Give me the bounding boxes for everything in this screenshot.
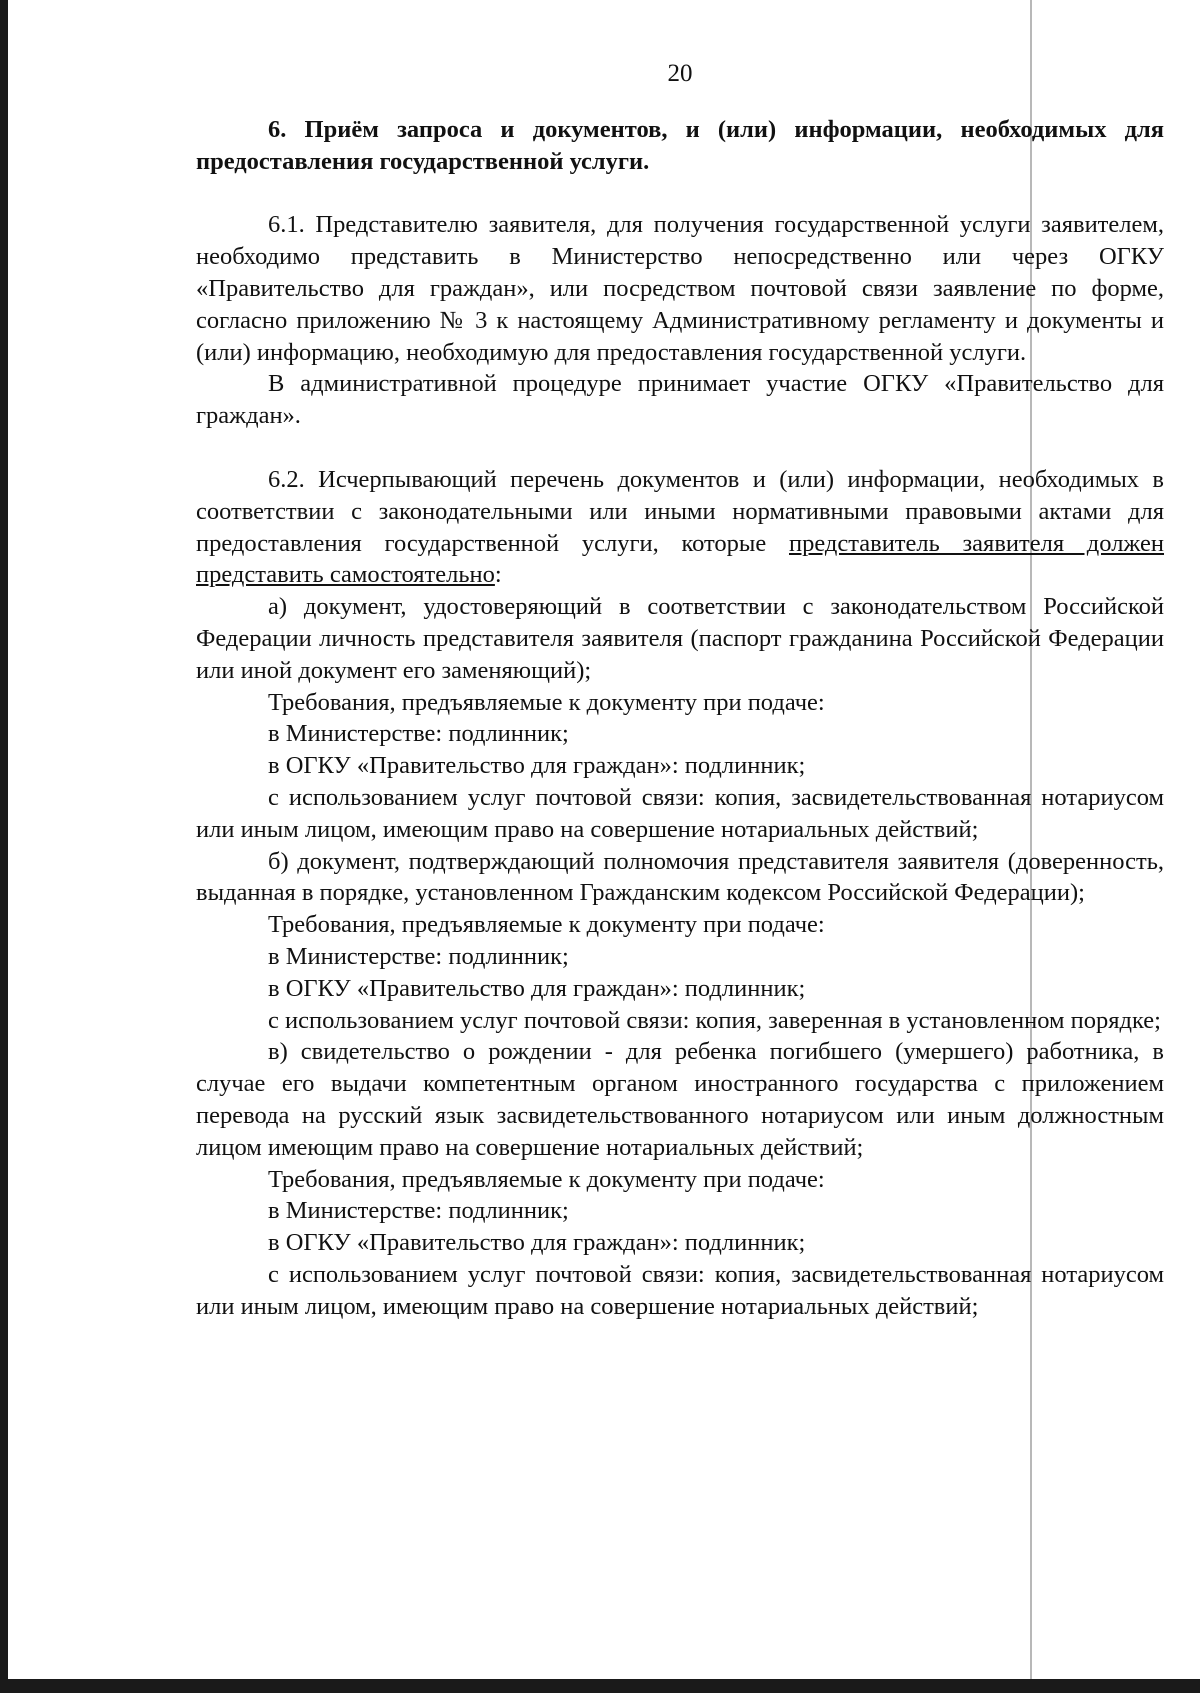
document-page: [196, 58, 1164, 1322]
item-b-requirements-title: Требования, предъявляемые к документу при подаче:: [268, 911, 825, 939]
page-number: 20: [667, 60, 693, 87]
item-a-requirements-title: Требования, предъявляемые к документу при подаче:: [268, 688, 825, 716]
scan-border-bottom: [0, 1679, 1200, 1693]
item-c-text: в) свидетельство о рождении - для ребенка погибшего (умершего) работника, в случае его выдачи компетентным органом иностранного государства с приложением перевода на русский язык засвидетельствованного нотариусом или иным должностным лицом имеющим право на совершение нотариальных действий;: [196, 1038, 1164, 1161]
item-b-text: б) документ, подтверждающий полномочия представителя заявителя (доверенность, выданная в порядке, установленном Гражданским кодексом Российской Федерации);: [196, 847, 1164, 907]
scan-border-left: [0, 0, 8, 1693]
paragraph-6-2: [196, 464, 1164, 591]
item-b-req-ogku: в ОГКУ «Правительство для граждан»: подлинник;: [268, 974, 806, 1002]
item-a-req-ministry: в Министерстве: подлинник;: [268, 720, 569, 748]
section-heading: [196, 114, 1164, 178]
paragraph-6-2-underlined: представитель заявителя должен представить самостоятельно: [196, 529, 1165, 589]
item-a-req-ogku: в ОГКУ «Правительство для граждан»: подлинник;: [268, 752, 806, 780]
section-title: Приём запроса и документов, и (или) информации, необходимых для предоставления государственной услуги.: [196, 115, 1165, 175]
paragraph-6-2-intro: 6.2. Исчерпывающий перечень документов и (или) информации, необходимых в соответствии с законодательными или иными нормативными правовыми актами для предоставления государственной услуги, которые: [196, 465, 1164, 557]
item-b-req-ministry: в Министерстве: подлинник;: [268, 942, 569, 970]
item-c-requirements-title: Требования, предъявляемые к документу при подаче:: [268, 1165, 825, 1193]
item-a-req-post: с использованием услуг почтовой связи: копия, засвидетельствованная нотариусом или иным лицом, имеющим право на совершение нотариальных действий;: [196, 783, 1164, 843]
item-a-text: а) документ, удостоверяющий в соответствии с законодательством Российской Федерации личность представителя заявителя (паспорт гражданина Российской Федерации или иной документ его заменяющий);: [196, 593, 1164, 684]
paragraph-participation: В административной процедуре принимает участие ОГКУ «Правительство для граждан».: [196, 370, 1164, 430]
item-b-req-post: с использованием услуг почтовой связи: копия, заверенная в установленном порядке;: [268, 1006, 1161, 1034]
paragraph-6-1: 6.1. Представителю заявителя, для получения государственной услуги заявителем, необходимо представить в Министерство непосредственно или через ОГКУ «Правительство для граждан», или посредством почтовой связи заявление по форме, согласно приложению № 3 к настоящему Административному регламенту и документы и (или) информацию, необходимую для предоставления государственной услуги.: [196, 211, 1164, 366]
paragraph-gap: [196, 432, 1164, 464]
item-c-req-ministry: в Министерстве: подлинник;: [268, 1197, 569, 1225]
item-c-req-ogku: в ОГКУ «Правительство для граждан»: подлинник;: [268, 1229, 806, 1257]
section-number: 6.: [268, 115, 287, 143]
paragraph-6-2-end: :: [494, 561, 502, 589]
item-c-req-post: с использованием услуг почтовой связи: копия, засвидетельствованная нотариусом или иным лицом, имеющим право на совершение нотариальных действий;: [196, 1260, 1164, 1320]
